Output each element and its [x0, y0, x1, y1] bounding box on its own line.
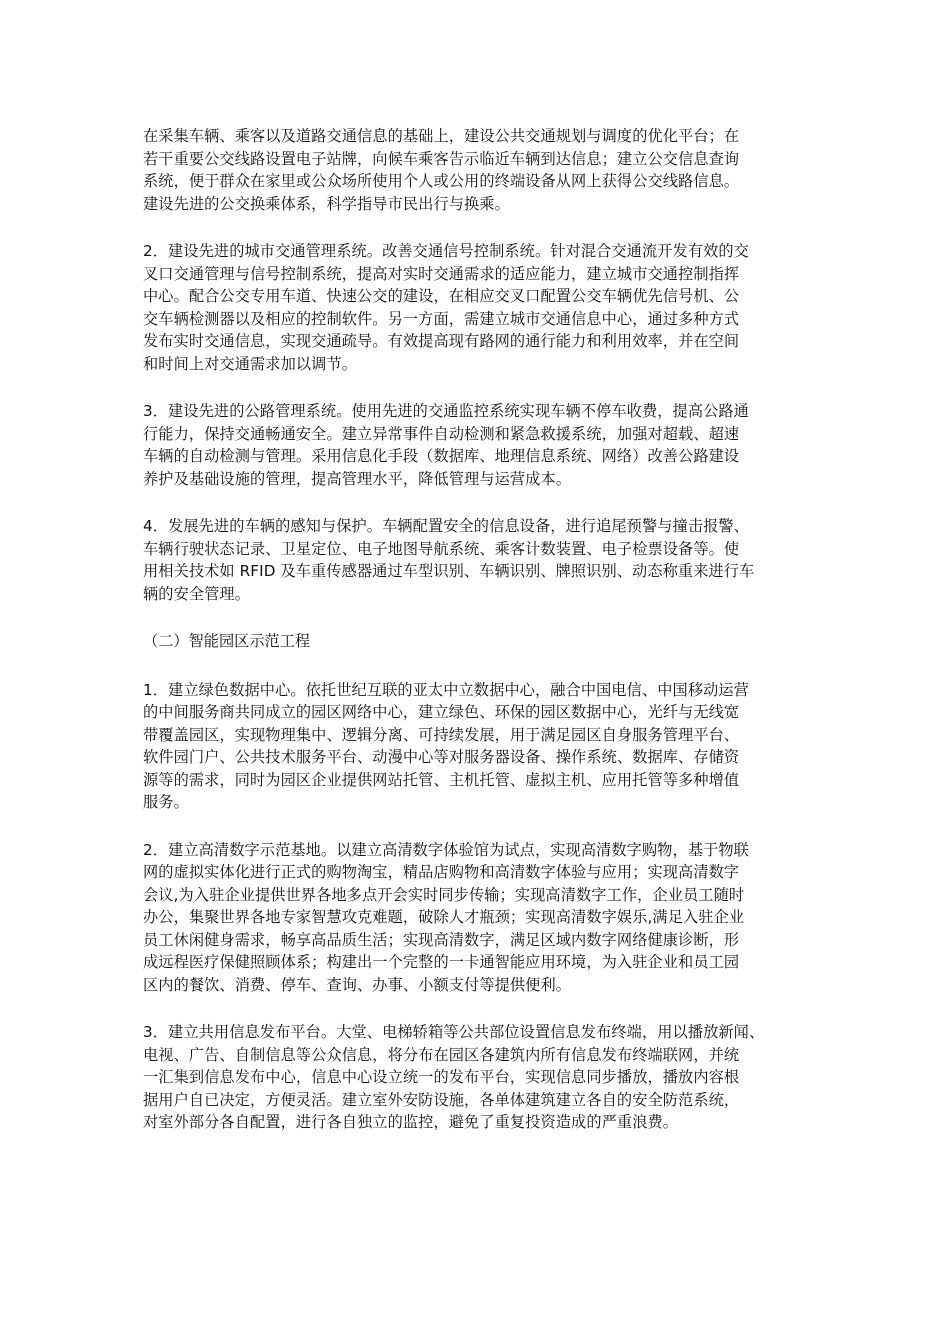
text-line: 软件园门户、公共技术服务平台、动漫中心等对服务器设备、操作系统、数据库、存储资	[143, 748, 740, 766]
text-line: 辆的安全管理。	[143, 584, 251, 603]
text-line: 叉口交通管理与信号控制系统，提高对实时交通需求的适应能力，建立城市交通控制指挥	[143, 264, 740, 283]
text-line: 建设先进的公交换乘体系，科学指导市民出行与换乘。	[143, 194, 510, 213]
text-line: 对室外部分各自配置，进行各自独立的监控，避免了重复投资造成的严重浪费。	[143, 1113, 679, 1131]
paragraph-info-publishing-platform	[143, 1021, 813, 1134]
text-line: 若干重要公交线路设置电子站牌，向候车乘客告示临近车辆到达信息；建立公交信息查询	[143, 149, 740, 168]
text-line: 用相关技术如 RFID 及车重传感器通过车型识别、车辆识别、牌照识别、动态称重来进行车	[143, 562, 755, 580]
text-line: 网的虚拟实体化进行正式的购物淘宝，精品店购物和高清数字体验与应用；实现高清数字	[143, 863, 740, 881]
text-line: 1．建立绿色数据中心。依托世纪互联的亚太中立数据中心，融合中国电信、中国移动运营	[143, 680, 749, 699]
text-line: 和时间上对交通需求加以调节。	[143, 354, 358, 373]
document-page	[143, 125, 813, 1159]
section-heading: （二）智能园区示范工程	[143, 632, 311, 650]
text-line: 养护及基础设施的管理，提高管理水平，降低管理与运营成本。	[143, 469, 572, 488]
text-line: 员工休闲健身需求，畅享高品质生活；实现高清数字，满足区域内数字网络健康诊断，形	[143, 930, 740, 949]
text-line: 3．建设先进的公路管理系统。使用先进的交通监控系统实现车辆不停车收费，提高公路通	[143, 402, 749, 420]
paragraph-green-data-center	[143, 679, 813, 814]
text-line: 中心。配合公交专用车道、快速公交的建设，在相应交叉口配置公交车辆优先信号机、公	[143, 287, 740, 305]
paragraph-public-transit	[143, 125, 813, 215]
text-line: 服务。	[143, 793, 189, 811]
text-line: 发布实时交通信息，实现交通疏导。有效提高现有路网的通行能力和利用效率，并在空间	[143, 332, 740, 350]
text-line: 在采集车辆、乘客以及道路交通信息的基础上，建设公共交通规划与调度的优化平台；在	[143, 127, 740, 145]
paragraph-hd-digital-base	[143, 839, 813, 997]
text-line: 的中间服务商共同成立的园区网络中心，建立绿色、环保的园区数据中心，光纤与无线宽	[143, 703, 740, 721]
text-line: 成远程医疗保健照顾体系；构建出一个完整的一卡通智能应用环境，为入驻企业和员工园	[143, 953, 740, 971]
text-line: 2．建设先进的城市交通管理系统。改善交通信号控制系统。针对混合交通流开发有效的交	[143, 242, 749, 260]
paragraph-highway-management	[143, 400, 813, 490]
text-line: 源等的需求，同时为园区企业提供网站托管、主机托管、虚拟主机、应用托管等多种增值	[143, 770, 740, 789]
text-line: 会议,为入驻企业提供世界各地多点开会实时同步传输；实现高清数字工作，企业员工随时	[143, 885, 745, 904]
text-line: 一汇集到信息发布中心，信息中心设立统一的发布平台，实现信息同步播放，播放内容根	[143, 1068, 740, 1086]
paragraph-vehicle-sensing	[143, 515, 813, 605]
text-line: 交车辆检测器以及相应的控制软件。另一方面，需建立城市交通信息中心，通过多种方式	[143, 309, 740, 328]
text-line: 据用户自已决定，方便灵活。建立室外安防设施，各单体建筑建立各自的安全防范系统，	[143, 1090, 740, 1109]
text-line: 4．发展先进的车辆的感知与保护。车辆配置安全的信息设备，进行追尾预警与撞击报警、	[143, 517, 749, 535]
paragraph-urban-traffic-management	[143, 240, 813, 375]
text-line: 3．建立共用信息发布平台。大堂、电梯轿箱等公共部位设置信息发布终端，用以播放新闻、	[143, 1023, 765, 1041]
text-line: 车辆行驶状态记录、卫星定位、电子地图导航系统、乘客计数装置、电子检票设备等。使	[143, 539, 740, 558]
text-line: 2．建立高清数字示范基地。以建立高清数字体验馆为试点，实现高清数字购物，基于物联	[143, 840, 749, 859]
text-line: 行能力，保持交通畅通安全。建立异常事件自动检测和紧急救援系统，加强对超载、超速	[143, 424, 740, 443]
text-line: 电视、广告、自制信息等公众信息，将分布在园区各建筑内所有信息发布终端联网，并统	[143, 1045, 740, 1064]
text-line: 车辆的自动检测与管理。采用信息化手段（数据库、地理信息系统、网络）改善公路建设	[143, 447, 740, 465]
text-line: 带覆盖园区，实现物理集中、逻辑分离、可持续发展，用于满足园区自身服务管理平台、	[143, 725, 740, 744]
text-line: 区内的餐饮、消费、停车、查询、办事、小额支付等提供便利。	[143, 975, 572, 994]
text-line: 系统，便于群众在家里或公众场所使用个人或公用的终端设备从网上获得公交线路信息。	[143, 172, 740, 190]
text-line: 办公，集聚世界各地专家智慧攻克难题，破除人才瓶颈；实现高清数字娱乐,满足入驻企业	[143, 908, 745, 926]
